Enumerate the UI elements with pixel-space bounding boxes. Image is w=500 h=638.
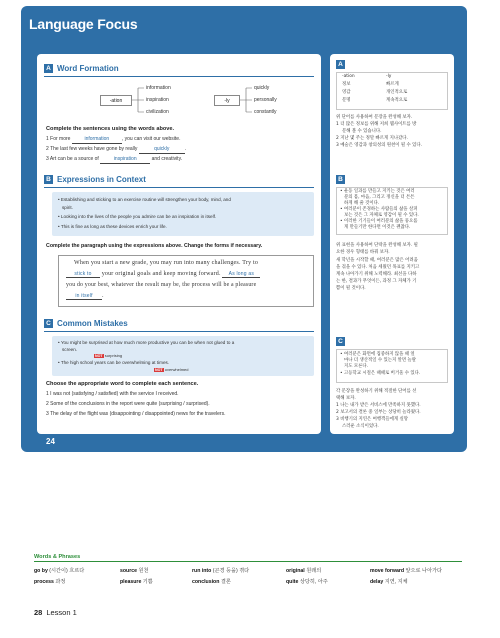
right-c-box-line-2: 마나 더 생산적일 수 있는지 알면 놀랄 [344,358,416,363]
section-c-instruction: Choose the appropriate word to complete each sentence. [46,381,199,387]
not-surprising-note: NOT surprising [95,353,123,358]
right-c-line-3: 1 나는 내가 받은 서비스에 만족하지 못했다. [336,403,421,408]
right-b-box-line-2: 분의 몸, 마음, 그리고 정신을 더 튼튼 [344,195,415,200]
vocab-item: source 원천 [120,568,149,574]
right-b-line-4: 을 겪을 수 있다. 처음 세웠던 목표를 지키고 [336,265,420,270]
vocab-item: pleasure 기쁨 [120,579,153,585]
section-a-title: Word Formation [57,64,119,73]
right-a-table-row-3-col-1: 영감 [342,90,351,95]
right-b-box-line-6: • 이러한 기기들이 여러분의 삶을 풍요롭 [340,219,418,224]
right-a-line-2: 1 더 많은 정보를 위해 저희 웹사이트를 방 [336,122,417,127]
vocab-item: original 원래의 [286,568,322,574]
ation-word-1: information [146,85,171,91]
section-a-instruction: Complete the sentences using the words above. [46,126,175,132]
right-a-table-row-3-col-2: 개인적으로 [386,90,408,95]
right-a-table-row-2-col-2: 빠르게 [386,82,399,87]
paragraph-line-1: When you start a new grade, you may run into many challenges. Try to [74,260,259,266]
right-b-line-7: 쁨이 될 것이다. [336,286,366,291]
right-a-table-row-4-col-1: 문명 [342,98,351,103]
right-a-table-row-2-col-1: 정보 [342,82,351,87]
section-b-instruction: Complete the paragraph using the expressions above. Change the forms if necessary. [46,243,263,249]
answer-blank-2[interactable]: quickly [139,146,185,154]
section-a-rule [44,76,314,77]
paragraph-line-3: you do your best, whatever the result may be, the process will be a pleasure [66,282,257,288]
right-c-line-5: 3 비행기의 지연은 여행객들에게 실망 [336,417,408,422]
words-phrases-label: Words & Phrases [34,554,81,560]
paragraph-blank-2[interactable]: As long as [222,271,260,278]
section-a-sentence-2: 2 The last few weeks have gone by really quickly . [46,146,187,152]
vocab-item: run into (곤경 등을) 겪다 [192,568,250,574]
right-c-line-1: 각 문장을 완성하기 위해 적절한 단어를 선 [336,389,417,394]
right-b-line-6: 는 한, 결과가 무엇이든, 과정 그 자체가 기 [336,279,417,284]
section-c-heading [44,319,128,328]
right-c-box-line-1: • 여러분은 화면에 집중하지 않을 때 얼 [340,352,415,357]
section-a-sentence-1: 1 For more information , you can visit our website. [46,136,181,142]
section-b-letter: B [44,175,53,184]
vocab-item: delay 지연, 지체 [370,579,408,585]
right-b-letter: B [336,175,345,184]
paragraph-blank-1[interactable]: stick to [66,271,100,278]
right-a-line-1: 위 단어를 사용하여 문장을 완성해 보자. [336,115,413,120]
right-b-line-5: 계속 나아가기 위해 노력해라. 최선을 다하 [336,272,417,277]
ation-word-2: inspiration [146,97,169,103]
right-a-table-row-4-col-2: 계속적으로 [386,98,408,103]
section-a-sentence-3: 3 Art can be a source of inspiration and creativity. [46,156,183,162]
right-a-line-4: 2 지난 몇 주는 정말 빠르게 지나갔다. [336,136,408,141]
section-b-bullet-1: • Establishing and sticking to an exercise routine will strengthen your body, mind, and [58,197,231,202]
right-c-letter: C [336,337,345,346]
vocab-item: quite 상당히, 아주 [286,579,328,585]
right-c-line-2: 택해 보자. [336,396,356,401]
right-a-line-3: 문해 볼 수 있습니다. [342,129,382,134]
paragraph-blank-3[interactable]: in itself [66,293,102,300]
section-b-bullet-2: • Looking into the lives of the people you admire can be an inspiration in itself. [58,214,217,219]
vocab-item: move forward 앞으로 나아가다 [370,568,442,574]
section-c-sentence-1: 1 I was not (satisfying / satisfied) with the service I received. [46,391,179,397]
section-b-bullet-1-cont: spirit. [62,205,73,210]
right-c-line-4: 2 보고서의 결론 중 일부는 상당히 놀라웠다. [336,410,421,415]
right-b-line-1: 위 표현을 사용하여 단락을 완성해 보자. 필 [336,243,418,248]
right-c-line-6: 스러운 소식이었다. [342,424,379,429]
page-title: Language Focus [29,16,138,32]
not-overwhelmed-note: NOT overwhelmed [155,367,189,372]
right-b-box-line-4: • 여러분이 존경하는 사람들의 삶을 살펴 [340,207,418,212]
ation-word-3: civilization [146,109,169,115]
section-b-heading [44,175,146,184]
suffix-ly-box: -ly [214,95,240,106]
section-a-heading [44,64,119,73]
section-a-letter: A [44,64,53,73]
right-a-table-row-1-col-1: -ation [342,74,355,79]
right-c-box-line-3: 지도 모른다. [344,364,368,369]
right-a-letter: A [336,60,345,69]
paragraph-line-4: in itself . [66,293,104,300]
section-c-title: Common Mistakes [57,319,128,328]
paragraph-line-2: stick to your original goals and keep moving forward. As long as [66,271,260,278]
right-a-line-5: 3 예술은 영감과 창의성의 원천이 될 수 있다. [336,143,423,148]
right-b-box-line-5: 보는 것은 그 자체로 영감이 될 수 있다. [344,213,419,218]
right-b-line-3: 새 학년을 시작할 때, 여러분은 많은 어려움 [336,258,418,263]
answer-blank-3[interactable]: inspiration [100,156,150,164]
vocab-item: process 과정 [34,579,66,585]
right-c-box-line-4: • 고등학교 시절은 때때로 버거울 수 있다. [340,371,421,376]
section-c-sentence-2: 2 Some of the conclusions in the report were quite (surprising / surprised). [46,401,210,407]
section-c-letter: C [44,319,53,328]
right-b-box-line-7: 게 만들기만 한다면 이것은 괜찮다. [344,225,411,230]
right-b-box-line-3: 하게 해 줄 것이다. [344,201,380,206]
answer-blank-1[interactable]: information [72,136,122,144]
page-footer [34,608,77,617]
ly-word-2: personally [254,97,277,103]
ly-word-3: constantly [254,109,277,115]
panel-page-number: 24 [46,437,55,446]
suffix-ation-box: -ation [100,95,132,106]
section-c-sentence-3: 3 The delay of the flight was (disappointing / disappointed) news for the travelers. [46,411,226,417]
section-b-title: Expressions in Context [57,175,146,184]
section-c-bullet-1: • You might be surprised at how much more productive you can be when not glued to a [58,340,235,345]
vocab-item: go by (시간이) 흐르다 [34,568,85,574]
words-phrases-rule [34,561,462,562]
right-b-box-line-1: • 운동 일과를 만들고 지키는 것은 여러 [340,189,415,194]
footer-page-number: 28 [34,608,43,617]
right-a-table-row-1-col-2: -ly [386,74,392,79]
section-c-rule [44,331,314,332]
section-b-rule [44,187,314,188]
right-b-line-2: 요한 경우 형태를 바꿔 보자. [336,250,390,255]
footer-lesson: Lesson 1 [46,608,77,617]
ly-word-1: quickly [254,85,270,91]
section-c-bullet-2: • The high school years can be overwhelming at times. [58,360,170,365]
vocab-item: conclusion 결론 [192,579,231,585]
section-b-bullet-3: • This is fine as long as these devices enrich your life. [58,224,167,229]
section-c-bullet-1-cont: screen. [62,347,78,352]
